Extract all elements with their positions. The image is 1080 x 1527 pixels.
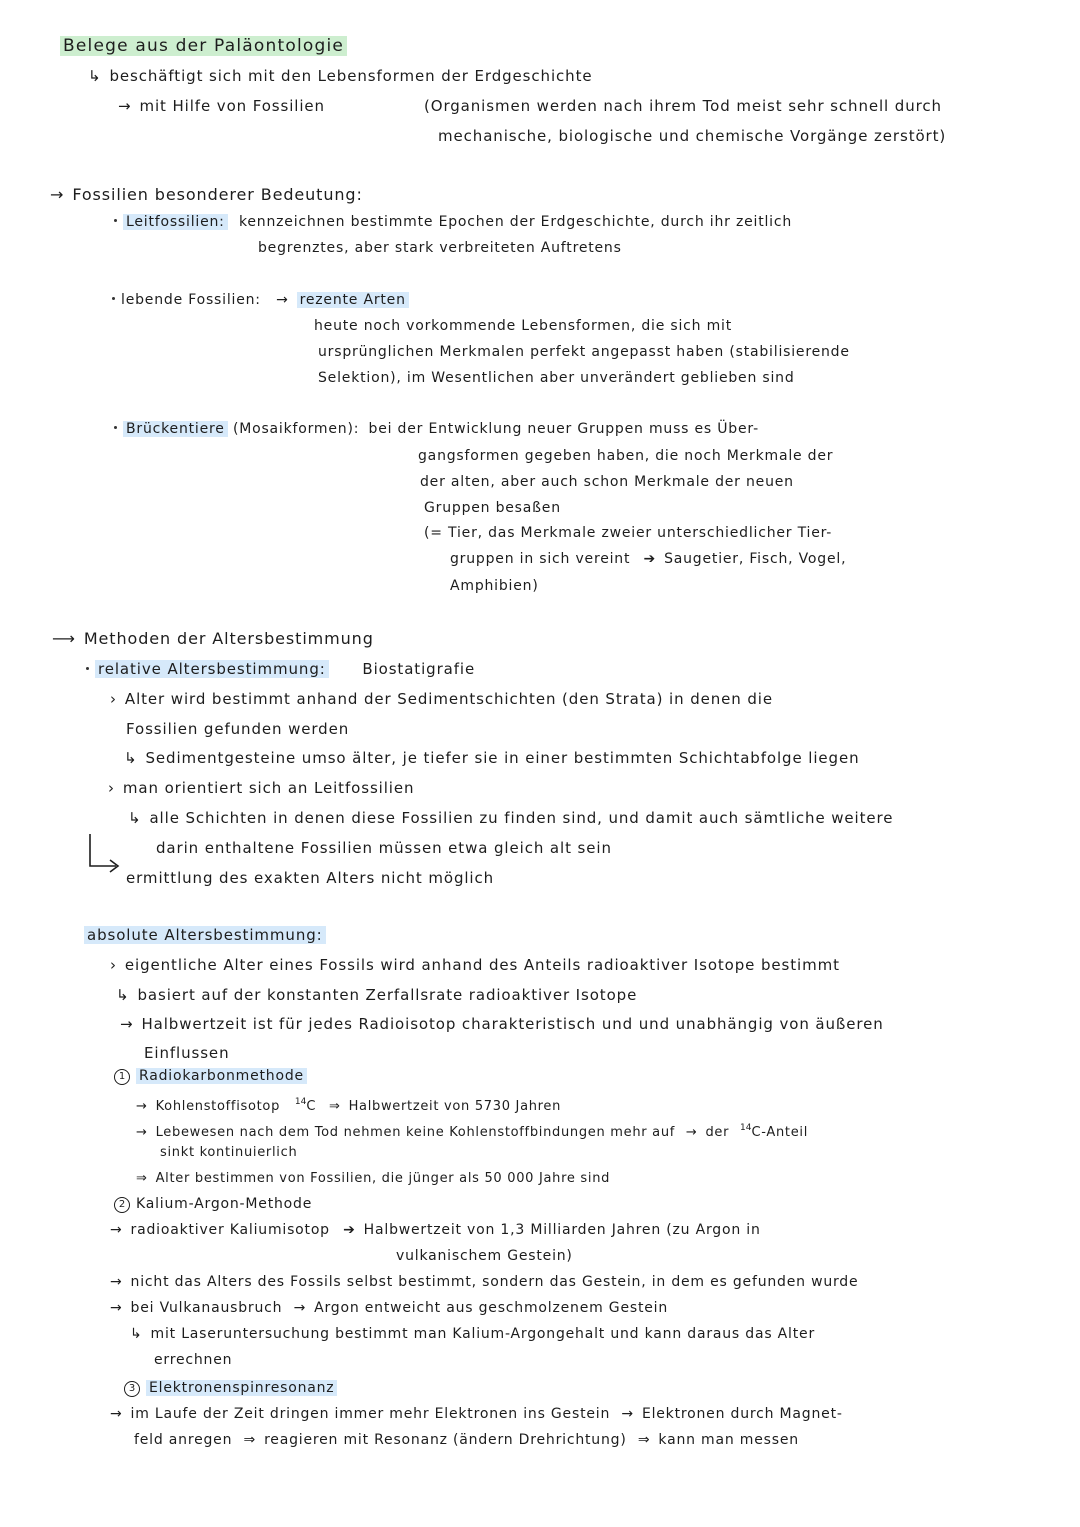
brueckentiere-line-1: Brückentiere (Mosaikformen): bei der Entwicklung neuer Gruppen muss es Über- xyxy=(114,419,759,439)
lebende-line-1: heute noch vorkommende Lebensformen, die sich mit xyxy=(314,318,732,334)
method-2-line-5: ↳ mit Laseruntersuchung bestimmt man Kalium-Argongehalt und kann daraus das Alter xyxy=(130,1326,816,1342)
bullet-icon xyxy=(114,219,117,222)
method-1-line-1: → Kohlenstoffisotop $^{14}$C ⇒ Halbwertzeit von 5730 Jahren xyxy=(136,1092,561,1117)
absolute-dating-label: absolute Altersbestimmung: xyxy=(84,925,326,945)
lebende-line-3: Selektion), im Wesentlichen aber unverändert geblieben sind xyxy=(318,370,795,386)
arrow-icon: → xyxy=(136,1099,148,1114)
hook-arrow-icon: ↳ xyxy=(116,986,130,1004)
bracket-arrow-icon xyxy=(84,832,124,878)
number-badge: 1 xyxy=(114,1069,130,1085)
number-badge: 2 xyxy=(114,1197,130,1213)
method-2-title: 2 Kalium-Argon-Methode xyxy=(114,1194,312,1214)
double-arrow-icon: ⇒ xyxy=(328,1099,341,1114)
arrow-icon: → xyxy=(685,1125,698,1140)
method-1-line-2: → Lebewesen nach dem Tod nehmen keine Kohlenstoffbindungen mehr auf → der $^{14}$C-Anteil xyxy=(136,1118,808,1143)
intro-line-1: ↳ beschäftigt sich mit den Lebensformen der Erdgeschichte xyxy=(88,67,593,85)
hook-arrow-icon: ↳ xyxy=(128,809,142,827)
absolute-line-4: Einflussen xyxy=(144,1044,230,1062)
absolute-line-2: ↳ basiert auf der konstanten Zerfallsrate radioaktiver Isotope xyxy=(116,986,638,1004)
method-3-title: 3 Elektronenspinresonanz xyxy=(124,1378,337,1398)
relative-line-1: › Alter wird bestimmt anhand der Sedimentschichten (den Strata) in denen die xyxy=(110,690,773,708)
intro-line-2b: (Organismen werden nach ihrem Tod meist sehr schnell durch xyxy=(424,97,942,115)
method-2-line-1: → radioaktiver Kaliumisotop ➔ Halbwertzeit von 1,3 Milliarden Jahren (zu Argon in xyxy=(110,1222,761,1238)
chevron-right-icon: › xyxy=(110,956,117,974)
arrow-icon: → xyxy=(110,1300,123,1316)
intro-line-3: mechanische, biologische und chemische Vorgänge zerstört) xyxy=(438,127,947,145)
brueckentiere-line-5: (= Tier, das Merkmale zweier unterschiedlicher Tier- xyxy=(424,525,833,541)
absolute-line-1: › eigentliche Alter eines Fossils wird anhand des Anteils radioaktiver Isotope bestimmt xyxy=(110,956,840,974)
method-1-title: 1 Radiokarbonmethode xyxy=(114,1066,307,1086)
methods-title: ⟶ Methoden der Altersbestimmung xyxy=(52,629,374,648)
arrow-icon: → xyxy=(110,1274,123,1290)
double-arrow-icon: ➔ xyxy=(643,551,657,567)
brueckentiere-line-3: der alten, aber auch schon Merkmale der neuen xyxy=(420,474,794,490)
chevron-right-icon: › xyxy=(108,779,115,797)
brueckentiere-line-2: gangsformen gegeben haben, die noch Merkmale der xyxy=(418,448,834,464)
method-2-line-3: → nicht das Alters des Fossils selbst bestimmt, sondern das Gestein, in dem es gefunden wurde xyxy=(110,1274,859,1290)
number-badge: 3 xyxy=(124,1381,140,1397)
arrow-icon: → xyxy=(118,97,132,115)
method-3-line-2: feld anregen ⇒ reagieren mit Resonanz (ändern Drehrichtung) ⇒ kann man messen xyxy=(134,1432,799,1448)
double-arrow-icon: ➔ xyxy=(343,1222,356,1238)
fossils-title: → Fossilien besonderer Bedeutung: xyxy=(50,185,363,204)
brueckentiere-line-7: Amphibien) xyxy=(450,578,539,594)
chevron-right-icon: › xyxy=(110,690,117,708)
relative-line-3: ↳ Sedimentgesteine umso älter, je tiefer sie in einer bestimmten Schichtabfolge liegen xyxy=(124,749,860,767)
method-3-line-1: → im Laufe der Zeit dringen immer mehr Elektronen ins Gestein → Elektronen durch Magnet- xyxy=(110,1406,843,1422)
method-2-line-6: errechnen xyxy=(154,1352,233,1368)
leitfossilien-line-2: begrenztes, aber stark verbreiteten Auftretens xyxy=(258,240,622,256)
hook-arrow-icon: ↳ xyxy=(88,67,102,85)
double-arrow-icon: ⇒ xyxy=(136,1171,148,1186)
absolute-line-3: → Halbwertzeit ist für jedes Radioisotop charakteristisch und und unabhängig von äußeren xyxy=(120,1015,884,1033)
bullet-icon xyxy=(112,297,115,300)
relative-line-4: › man orientiert sich an Leitfossilien xyxy=(108,779,415,797)
arrow-icon: → xyxy=(110,1222,123,1238)
lebende-fossilien-line: lebende Fossilien: → rezente Arten xyxy=(112,290,409,310)
arrow-icon: → xyxy=(293,1300,307,1316)
arrow-icon: → xyxy=(50,185,65,204)
relative-line-6: darin enthaltene Fossilien müssen etwa gleich alt sein xyxy=(156,839,612,857)
double-arrow-icon: ⇒ xyxy=(637,1432,651,1448)
arrow-icon: → xyxy=(110,1406,123,1422)
relative-dating-label: relative Altersbestimmung: Biostatigrafie xyxy=(86,659,475,679)
page-title: Belege aus der Paläontologie xyxy=(60,36,347,56)
bullet-icon xyxy=(114,426,117,429)
bullet-icon xyxy=(86,667,89,670)
method-2-line-2: vulkanischem Gestein) xyxy=(396,1248,573,1264)
arrow-icon: → xyxy=(120,1015,134,1033)
double-arrow-icon: ⇒ xyxy=(243,1432,257,1448)
relative-line-7: ermittlung des exakten Alters nicht möglich xyxy=(126,869,495,887)
hook-arrow-icon: ↳ xyxy=(130,1326,143,1342)
hook-arrow-icon: ↳ xyxy=(124,749,138,767)
method-2-line-4: → bei Vulkanausbruch → Argon entweicht aus geschmolzenem Gestein xyxy=(110,1300,669,1316)
method-1-line-3: sinkt kontinuierlich xyxy=(160,1145,298,1160)
leitfossilien-line-1: Leitfossilien: kennzeichnen bestimmte Epochen der Erdgeschichte, durch ihr zeitlich xyxy=(114,212,792,232)
arrow-icon: ⟶ xyxy=(52,629,76,648)
arrow-icon: → xyxy=(276,292,289,308)
brueckentiere-line-4: Gruppen besaßen xyxy=(424,500,561,516)
method-1-line-4: ⇒ Alter bestimmen von Fossilien, die jünger als 50 000 Jahre sind xyxy=(136,1169,610,1189)
relative-line-5: ↳ alle Schichten in denen diese Fossilien zu finden sind, und damit auch sämtliche weitere xyxy=(128,809,894,827)
intro-line-2: → mit Hilfe von Fossilien xyxy=(118,97,325,115)
arrow-icon: → xyxy=(621,1406,634,1422)
lebende-line-2: ursprünglichen Merkmalen perfekt angepasst haben (stabilisierende xyxy=(318,344,850,360)
relative-line-2: Fossilien gefunden werden xyxy=(126,720,350,738)
arrow-icon: → xyxy=(136,1125,148,1140)
brueckentiere-line-6: gruppen in sich vereint ➔ Saugetier, Fisch, Vogel, xyxy=(450,551,847,567)
